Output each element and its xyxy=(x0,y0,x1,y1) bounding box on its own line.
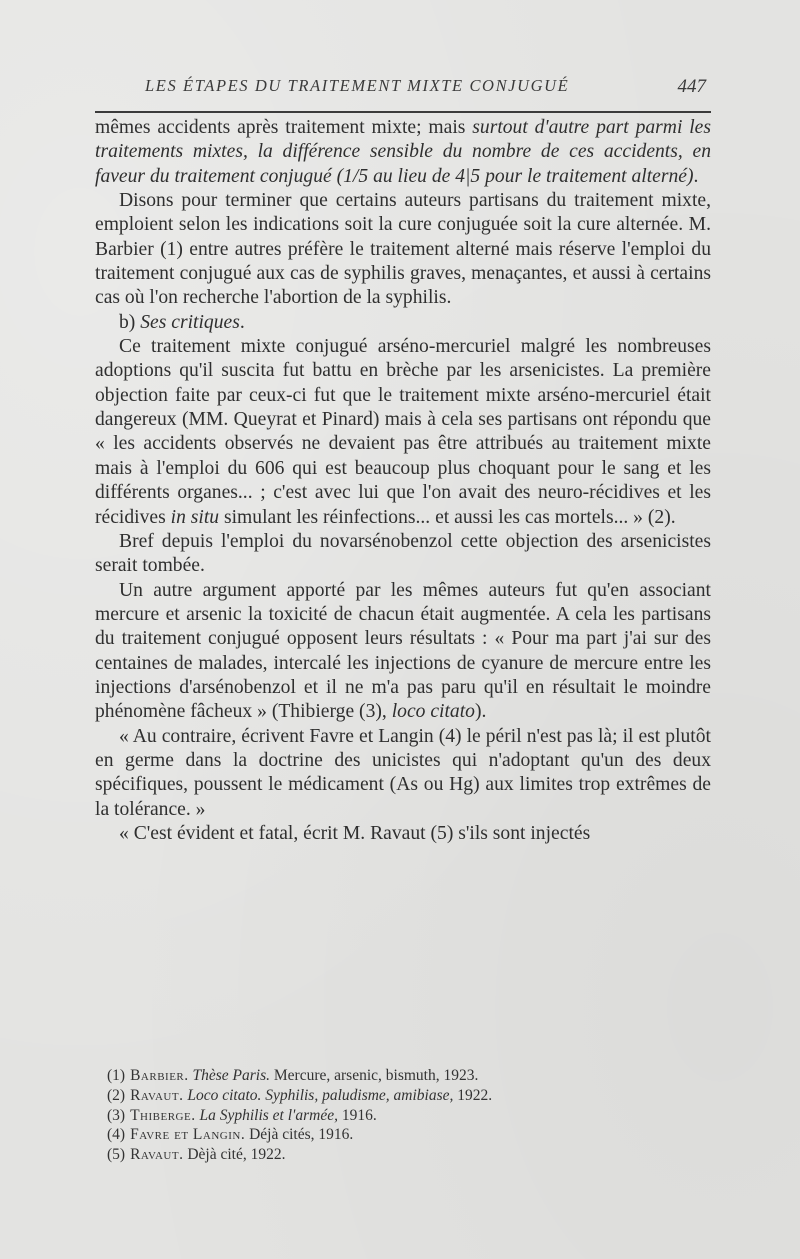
section-heading-critiques xyxy=(95,311,711,335)
paragraph-6 xyxy=(95,579,711,725)
footnote-number: (1) xyxy=(107,1067,126,1084)
footnote-author: Ravaut. xyxy=(130,1086,184,1104)
paragraph-6-text: Un autre argument apporté par les mêmes auteurs fut qu'en associant mercure et arsenic la toxicité de chacun était augmentée. A cela les partisans du traitement conjugué opposent leurs résultats : « Pour ma part j'ai sur des centaines de malades, intercalé les injections de cyanure de mercure entre les injections d'arsénobenzol et il ne m'a pas paru qu'il en résultait le moindre phénomène fâcheux » (Thibierge (3), xyxy=(95,579,711,723)
paragraph-1 xyxy=(95,116,711,189)
paragraph-4-text: Ce traitement mixte conjugué arséno-mercuriel malgré les nombreuses adoptions qu'il suscita fut battu en brèche par les arsenicistes. La première objection faite par ceux-ci fut que le traitement mixte arséno-mercuriel était dangereux (MM. Queyrat et Pinard) mais à cela ses partisans ont répondu que « les accidents observés ne devaient pas être attribués au traitement mixte mais à l'emploi du 606 qui est beaucoup plus choquant pour le sang et les différents organes... ; c'est avec lui que l'on avait des neuro-récidives et les récidives xyxy=(95,336,711,528)
page-number: 447 xyxy=(677,76,706,97)
paragraph-4 xyxy=(95,335,711,530)
paragraph-4-emphasis: in situ xyxy=(170,506,220,528)
footnote-5 xyxy=(107,1145,707,1165)
footnote-details: Dèjà cité, 1922. xyxy=(183,1146,286,1164)
footnote-number: (5) xyxy=(107,1146,126,1164)
footnote-3 xyxy=(107,1106,707,1126)
footnote-author: Favre et Langin. xyxy=(130,1126,246,1144)
paragraph-1-emphasis: surtout d'autre part parmi les traitements mixtes, la différence sensible du nombre de ces accidents, en faveur du traitement conjugué (1/5 au lieu de 4|5 pour le traitement alterné) xyxy=(95,117,712,187)
footnote-4 xyxy=(107,1125,707,1145)
paragraph-2: Disons pour terminer que certains auteurs partisans du traitement mixte, emploient selon les indications soit la cure conjuguée soit la cure alternée. M. Barbier (1) entre autres préfère le traitement alterné mais réserve l'emploi du traitement conjugué aux cas de syphilis graves, menaçantes, et aussi à certains cas où l'on recherche l'abortion de la syphilis. xyxy=(95,190,711,309)
footnote-title: Loco citato. Syphilis, paludisme, amibiase, xyxy=(187,1086,454,1104)
footnote-author: Ravaut. xyxy=(130,1146,184,1164)
footnote-details: Mercure, arsenic, bismuth, 1923. xyxy=(270,1067,479,1084)
section-title-end: . xyxy=(239,311,245,333)
footnotes xyxy=(107,1066,707,1165)
paragraph-6-end: ). xyxy=(474,701,487,723)
footnote-details: 1916. xyxy=(337,1106,377,1124)
footnote-details: 1922. xyxy=(453,1086,493,1104)
header-rule xyxy=(95,111,711,113)
running-header xyxy=(95,76,711,104)
section-title: Ses critiques xyxy=(140,311,240,333)
paragraph-7: « Au contraire, écrivent Favre et Langin (4) le péril n'est pas là; il est plutôt en germe dans la doctrine des unicistes qui n'adoptant qu'un des deux spécifiques, poussent le médicament (As ou Hg) aux limites trop extrêmes de la tolérance. » xyxy=(95,725,711,820)
paragraph-5: Bref depuis l'emploi du novarsénobenzol cette objection des arsenicistes serait tombée. xyxy=(95,530,711,577)
footnote-author: Thiberge. xyxy=(130,1106,196,1124)
paragraph-1-end: . xyxy=(693,165,699,187)
footnote-number: (4) xyxy=(107,1126,126,1144)
section-label: b) xyxy=(119,311,141,333)
footnote-title: Thèse Paris. xyxy=(192,1067,271,1084)
footnote-number: (3) xyxy=(107,1106,126,1124)
running-title: LES ÉTAPES DU TRAITEMENT MIXTE CONJUGUÉ xyxy=(145,76,570,95)
body-text xyxy=(95,116,711,846)
footnote-number: (2) xyxy=(107,1086,126,1104)
footnote-details: Déjà cités, 1916. xyxy=(245,1126,354,1144)
paragraph-4-end: simulant les réinfections... et aussi les cas mortels... » (2). xyxy=(219,506,676,528)
paragraph-6-emphasis: loco citato xyxy=(391,701,475,723)
paragraph-1-text: mêmes accidents après traitement mixte; mais xyxy=(95,117,473,138)
paragraph-8: « C'est évident et fatal, écrit M. Ravaut (5) s'ils sont injectés xyxy=(119,822,591,844)
footnote-title: La Syphilis et l'armée, xyxy=(199,1106,338,1124)
footnote-1 xyxy=(107,1066,707,1086)
footnote-2 xyxy=(107,1086,707,1106)
footnote-author: Barbier. xyxy=(130,1067,189,1084)
